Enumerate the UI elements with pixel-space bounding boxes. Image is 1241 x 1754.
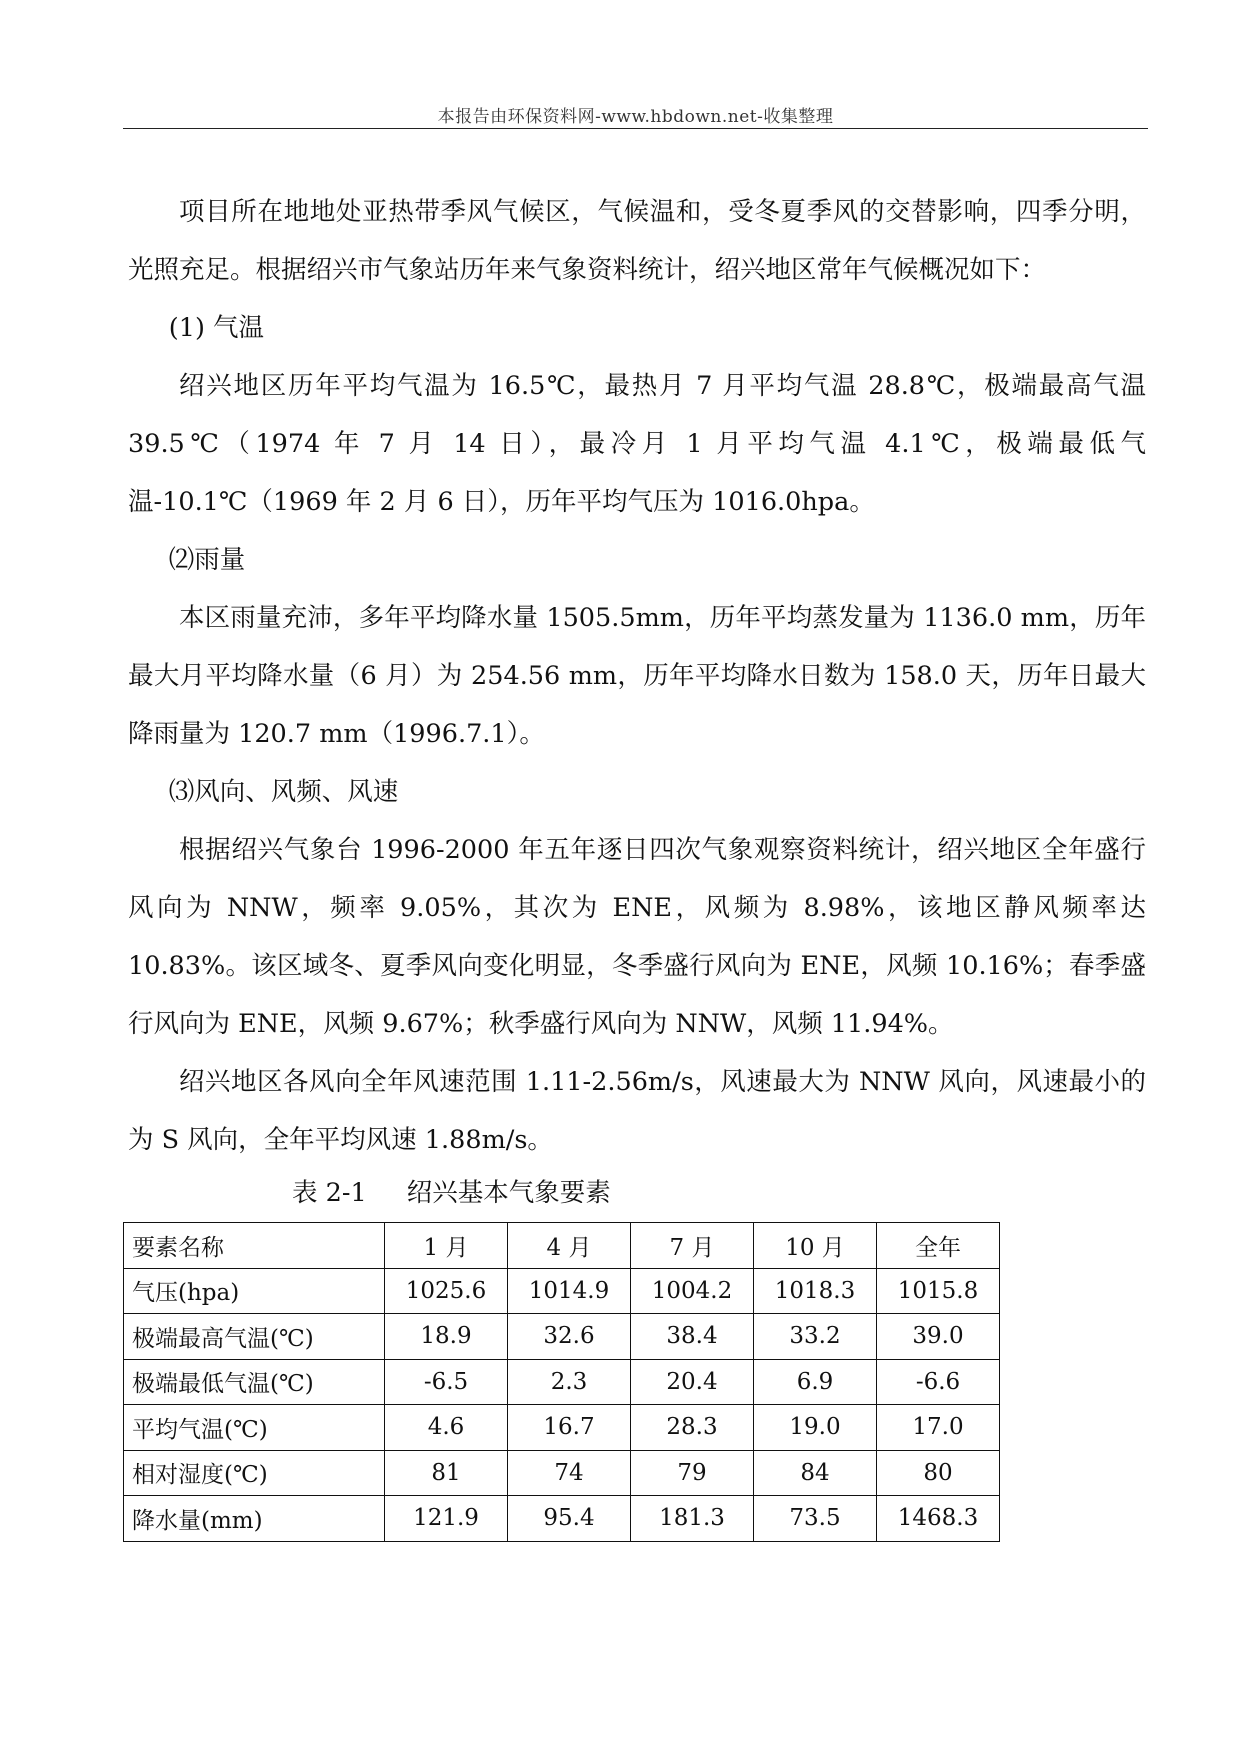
table-cell: 39.0	[877, 1314, 1000, 1360]
table-cell: 1018.3	[754, 1268, 877, 1314]
table-number: 表 2-1	[292, 1178, 367, 1208]
table-cell: 1025.6	[385, 1268, 508, 1314]
row-label-cell: 降水量(mm)	[124, 1496, 385, 1542]
header-cell: 4 月	[508, 1223, 631, 1269]
table-cell: 1014.9	[508, 1268, 631, 1314]
row-label-cell: 平均气温(℃)	[124, 1405, 385, 1451]
table-cell: 121.9	[385, 1496, 508, 1542]
table-cell: 1004.2	[631, 1268, 754, 1314]
table-cell: 32.6	[508, 1314, 631, 1360]
rainfall-paragraph: 本区雨量充沛，多年平均降水量 1505.5mm，历年平均蒸发量为 1136.0 mm，历年最大月平均降水量（6 月）为 254.56 mm，历年平均降水日数为 158.0 天，历年日最大降雨量为 120.7 mm（1996.7.1）。	[128, 603, 1146, 749]
table-row	[124, 1268, 1000, 1314]
table-cell: 181.3	[631, 1496, 754, 1542]
table-header-row	[124, 1223, 1000, 1269]
table-row	[124, 1450, 1000, 1496]
table-cell: 38.4	[631, 1314, 754, 1360]
table-cell: 18.9	[385, 1314, 508, 1360]
wind-paragraph-2: 绍兴地区各风向全年风速范围 1.11-2.56m/s，风速最大为 NNW 风向，风速最小的为 S 风向，全年平均风速 1.88m/s。	[128, 1067, 1146, 1155]
table-cell: 28.3	[631, 1405, 754, 1451]
table-cell: -6.6	[877, 1359, 1000, 1405]
table-cell: 33.2	[754, 1314, 877, 1360]
table-cell: 73.5	[754, 1496, 877, 1542]
weather-table	[123, 1222, 1000, 1542]
row-label-cell: 极端最低气温(℃)	[124, 1359, 385, 1405]
table-cell: 6.9	[754, 1359, 877, 1405]
rainfall-heading: ⑵雨量	[168, 545, 246, 575]
table-cell: 20.4	[631, 1359, 754, 1405]
table-cell: 74	[508, 1450, 631, 1496]
header-cell: 7 月	[631, 1223, 754, 1269]
header-cell: 10 月	[754, 1223, 877, 1269]
wind-heading: ⑶风向、风频、风速	[168, 777, 399, 807]
row-label-cell: 极端最高气温(℃)	[124, 1314, 385, 1360]
table-row	[124, 1496, 1000, 1542]
table-cell: 4.6	[385, 1405, 508, 1451]
header-cell: 1 月	[385, 1223, 508, 1269]
table-cell: 19.0	[754, 1405, 877, 1451]
wind-paragraph-1: 根据绍兴气象台 1996-2000 年五年逐日四次气象观察资料统计，绍兴地区全年盛行风向为 NNW，频率 9.05%，其次为 ENE，风频为 8.98%，该地区静风频率达 10.83%。该区域冬、夏季风向变化明显，冬季盛行风向为 ENE，风频 10.16%；春季盛行风向为 ENE，风频 9.67%；秋季盛行风向为 NNW，风频 11.94%。	[128, 835, 1146, 1039]
table-row	[124, 1405, 1000, 1451]
header-cell: 要素名称	[124, 1223, 385, 1269]
table-cell: 84	[754, 1450, 877, 1496]
header-cell: 全年	[877, 1223, 1000, 1269]
table-cell: 2.3	[508, 1359, 631, 1405]
table-cell: 79	[631, 1450, 754, 1496]
table-cell: 95.4	[508, 1496, 631, 1542]
table-row	[124, 1359, 1000, 1405]
table-cell: 1015.8	[877, 1268, 1000, 1314]
temperature-paragraph: 绍兴地区历年平均气温为 16.5℃，最热月 7 月平均气温 28.8℃，极端最高气温 39.5℃（1974 年 7 月 14 日），最冷月 1 月平均气温 4.1℃，极端最低气温-10.1℃（1969 年 2 月 6 日），历年平均气压为 1016.0hpa。	[128, 371, 1146, 517]
table-cell: 16.7	[508, 1405, 631, 1451]
header-text: 本报告由环保资料网-www.hbdown.net-收集整理	[437, 107, 834, 127]
table-cell: 81	[385, 1450, 508, 1496]
table-cell: 80	[877, 1450, 1000, 1496]
document-body	[128, 183, 1146, 1169]
intro-paragraph: 项目所在地地处亚热带季风气候区，气候温和，受冬夏季风的交替影响，四季分明，光照充足。根据绍兴市气象站历年来气象资料统计，绍兴地区常年气候概况如下：	[128, 197, 1146, 285]
page-header	[123, 98, 1148, 129]
table-caption	[292, 1168, 611, 1218]
table-title: 绍兴基本气象要素	[406, 1178, 611, 1208]
temperature-heading: (1) 气温	[168, 313, 265, 343]
row-label-cell: 气压(hpa)	[124, 1268, 385, 1314]
table-cell: -6.5	[385, 1359, 508, 1405]
table-row	[124, 1314, 1000, 1360]
table-cell: 17.0	[877, 1405, 1000, 1451]
row-label-cell: 相对湿度(℃)	[124, 1450, 385, 1496]
table-cell: 1468.3	[877, 1496, 1000, 1542]
